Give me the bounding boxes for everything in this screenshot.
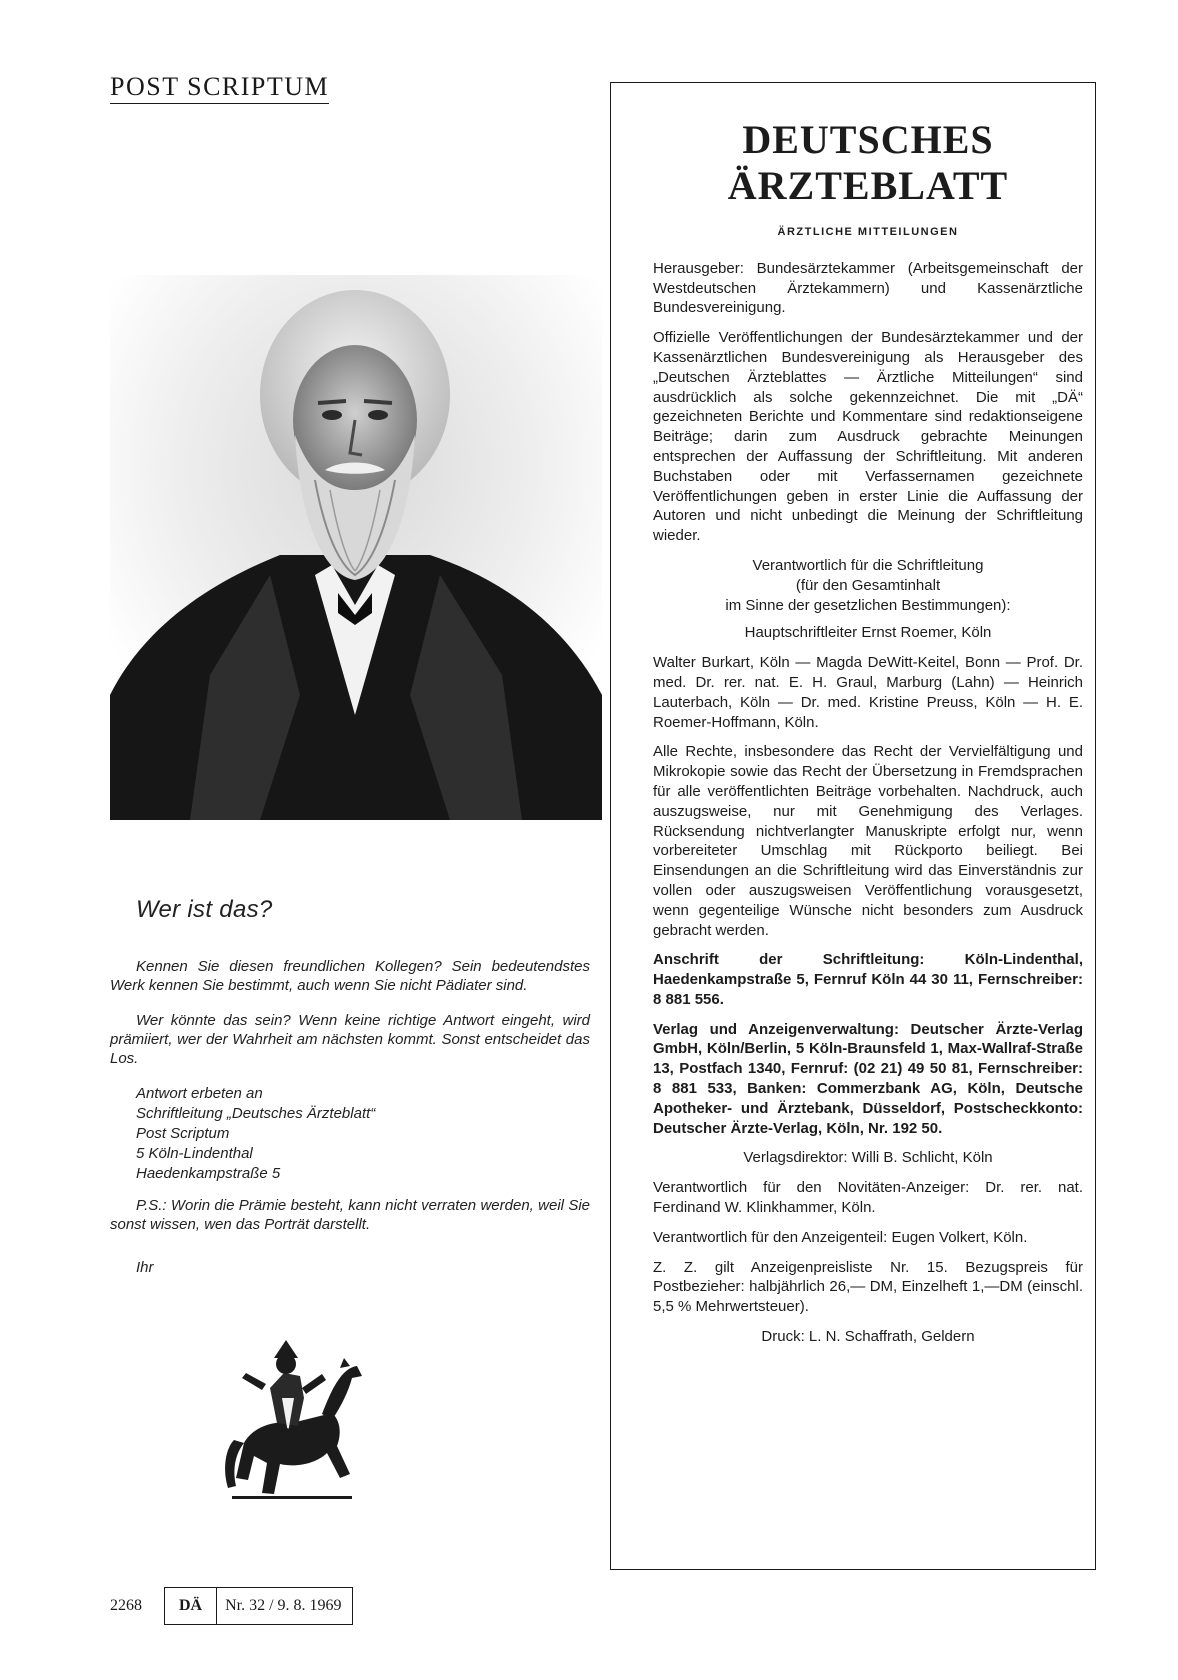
rights-paragraph: Alle Rechte, insbesondere das Recht der Vervielfältigung und Mikrokopie sowie das Recht der Übersetzung in Fremdsprachen für alle veröffentlichten Beiträge vorbehalten. Nachdruck, auch auszugsweise, nur mit Genehmigung des Verlages. Rücksendung nichtverlangter Manuskripte erfolgt nur, wenn vorbereiteter Umschlag mit Rückporto beiliegt. Bei Einsendungen an die Schriftleitung wird das Einverständnis zur vollen oder auszugsweisen Veröffentlichung vorausgesetzt, wenn gegenteilige Wünsche nicht besonders zum Ausdruck gebracht werden. bbox=[653, 743, 1083, 939]
responsible-editors-heading bbox=[653, 556, 1083, 615]
masthead-title bbox=[653, 117, 1083, 209]
responsible-line: Verantwortlich für die Schriftleitung bbox=[752, 556, 984, 574]
masthead-title-line-1: DEUTSCHES bbox=[742, 117, 994, 162]
publisher-address: Verlag und Anzeigenverwaltung: Deutscher Ärzte-Verlag GmbH, Köln/Berlin, 5 Köln-Braunsfeld 1, Max-Wallraf-Straße 13, Postfach 1340, Fernruf: (02 21) 49 50 81, Fernschreiber: 8 881 533, Banken: Commerzbank AG, Köln, Deutsche Apotheker- und Ärztebank, Düsseldorf, Postscheckkonto: Deutscher Ärzte-Verlag, Köln, Nr. 192 50. bbox=[653, 1020, 1083, 1137]
postscript: P.S.: Worin die Prämie besteht, kann nicht verraten werden, weil Sie sonst wissen, wen das Porträt darstellt. bbox=[110, 1197, 590, 1233]
publishing-director: Verlagsdirektor: Willi B. Schlicht, Köln bbox=[743, 1149, 993, 1167]
portrait-image bbox=[110, 275, 602, 820]
section-title: POST SCRIPTUM bbox=[110, 72, 329, 104]
address-line: Schriftleitung „Deutsches Ärzteblatt“ bbox=[136, 1105, 376, 1122]
issue-number: Nr. 32 / 9. 8. 1969 bbox=[225, 1597, 342, 1614]
responsible-line: (für den Gesamtinhalt bbox=[795, 576, 941, 594]
address-line: 5 Köln-Lindenthal bbox=[136, 1145, 253, 1162]
journal-mark: DÄ bbox=[165, 1588, 217, 1624]
quiz-paragraph-1: Kennen Sie diesen freundlichen Kollegen? Sein bedeutendstes Werk kennen Sie bestimmt, auch wenn Sie nicht Pädiater sind. bbox=[110, 958, 590, 994]
knight-on-horse-illustration bbox=[222, 1328, 364, 1506]
chief-editor: Hauptschriftleiter Ernst Roemer, Köln bbox=[744, 624, 992, 642]
ads-responsible: Verantwortlich für den Anzeigenteil: Eugen Volkert, Köln. bbox=[653, 1228, 1028, 1246]
official-publications-paragraph: Offizielle Veröffentlichungen der Bundesärztekammer und der Kassenärztlichen Bundesvereinigung als Herausgeber des „Deutschen Ärzteblattes — Ärztliche Mitteilungen“ sind ausdrücklich als solche gekennzeichnet. Die mit „DÄ“ gezeichneten Berichte und Kommentare sind redaktionseigene Beiträge; darin zum Ausdruck gebrachte Meinungen entsprechen der Auffassung der Schriftleitung. Mit anderen Buchstaben oder mit Verfassernamen gezeichnete Veröffentlichungen geben in erster Linie die Auffassung der Autoren und nicht unbedingt die Meinung der Schriftleitung wieder. bbox=[653, 329, 1083, 545]
address-line: Post Scriptum bbox=[136, 1125, 230, 1142]
issue-box bbox=[164, 1587, 353, 1625]
address-line: Antwort erbeten an bbox=[136, 1085, 263, 1102]
printer-info: Druck: L. N. Schaffrath, Geldern bbox=[761, 1328, 975, 1346]
price-info: Z. Z. gilt Anzeigenpreisliste Nr. 15. Bezugspreis für Postbezieher: halbjährlich 26,— DM, Einzelheft 1,—DM (einschl. 5,5 % Mehrwertsteuer). bbox=[653, 1258, 1083, 1316]
editors-list: Walter Burkart, Köln — Magda DeWitt-Keitel, Bonn — Prof. Dr. med. Dr. rer. nat. E. H. Graul, Marburg (Lahn) — Heinrich Lauterbach, Köln — Dr. med. Kristine Preuss, Köln — H. E. Roemer-Hoffmann, Köln. bbox=[653, 654, 1083, 731]
signoff: Ihr bbox=[136, 1259, 154, 1276]
page-number: 2268 bbox=[110, 1597, 142, 1614]
masthead-subtitle: ÄRZTLICHE MITTEILUNGEN bbox=[777, 226, 959, 238]
editorial-address: Anschrift der Schriftleitung: Köln-Lindenthal, Haedenkampstraße 5, Fernruf Köln 44 30 11, Fernschreiber: 8 881 556. bbox=[653, 951, 1083, 1008]
novitaeten-responsible: Verantwortlich für den Novitäten-Anzeiger: Dr. rer. nat. Ferdinand W. Klinkhammer, Köln. bbox=[653, 1179, 1083, 1217]
reply-address bbox=[136, 1084, 590, 1184]
quiz-question: Wer ist das? bbox=[136, 896, 273, 923]
address-line: Haedenkampstraße 5 bbox=[136, 1165, 281, 1182]
masthead-title-line-2: ÄRZTEBLATT bbox=[727, 163, 1009, 208]
page-footer bbox=[110, 1587, 353, 1625]
masthead-box bbox=[610, 82, 1096, 1570]
responsible-line: im Sinne der gesetzlichen Bestimmungen): bbox=[725, 596, 1011, 614]
quiz-paragraph-2: Wer könnte das sein? Wenn keine richtige Antwort eingeht, wird prämiiert, wer der Wahrheit am nächsten kommt. Sonst entscheidet das Los. bbox=[110, 1012, 590, 1067]
quiz-column bbox=[110, 896, 590, 1277]
publisher-paragraph: Herausgeber: Bundesärztekammer (Arbeitsgemeinschaft der Westdeutschen Ärztekammern) und Kassenärztliche Bundesvereinigung. bbox=[653, 259, 1083, 317]
